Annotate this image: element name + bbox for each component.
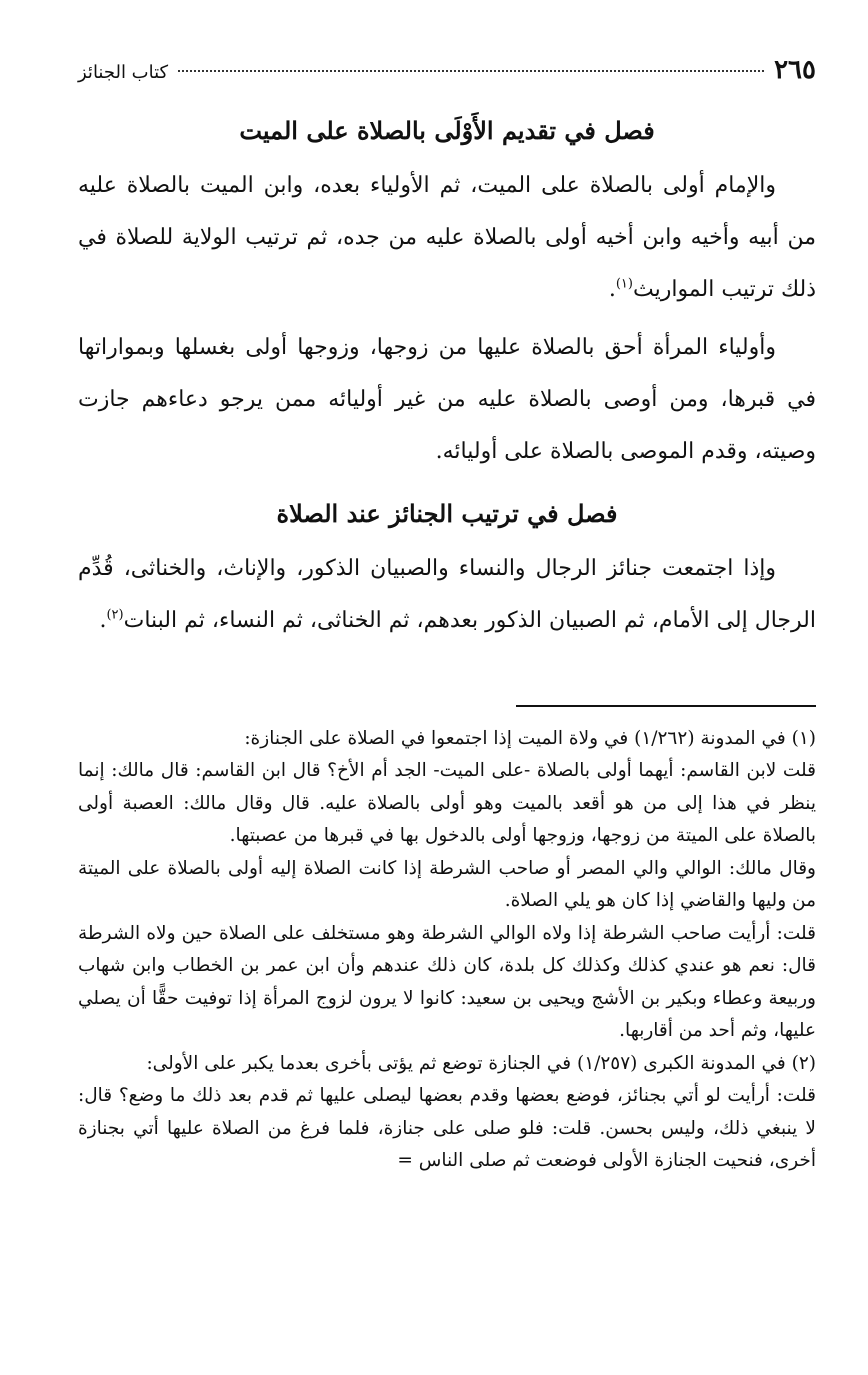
paragraph-end: . bbox=[99, 607, 107, 633]
book-title: كتاب الجنائز bbox=[78, 62, 169, 83]
footnote-marker[interactable]: (٢) bbox=[106, 607, 124, 623]
footnote-1-heading: (١) في المدونة (١/٢٦٢) في ولاة الميت إذا اجتمعوا في الصلاة على الجنازة: bbox=[244, 727, 816, 749]
book-page bbox=[78, 55, 816, 1178]
footnote-2-heading: (٢) في المدونة الكبرى (١/٢٥٧) في الجنازة توضع ثم يؤتى بأخرى بعدما يكبر على الأولى: bbox=[146, 1052, 816, 1074]
body-paragraph bbox=[78, 543, 816, 647]
footnote-separator bbox=[516, 705, 816, 707]
section-title-precedence: فصل في تقديم الأَوْلَى بالصلاة على الميت bbox=[239, 116, 655, 145]
dotted-leader bbox=[178, 70, 764, 72]
running-header bbox=[78, 55, 816, 95]
footnote-marker[interactable]: (١) bbox=[615, 276, 633, 292]
footnotes bbox=[78, 723, 816, 1178]
section-title-ordering: فصل في ترتيب الجنائز عند الصلاة bbox=[276, 498, 618, 528]
body-paragraph: وأولياء المرأة أحق بالصلاة عليها من زوجها، وزوجها أولى بغسلها وبمواراتها في قبرها، ومن أوصى بالصلاة عليه من غير أوليائه ممن يرجو دعاءهم جازت وصيته، وقدم الموصى بالصلاة على أوليائه. bbox=[78, 334, 816, 464]
paragraph-text: والإمام أولى بالصلاة على الميت، ثم الأولياء بعده، وابن الميت بالصلاة عليه من أبيه وأخيه وابن أخيه أولى بالصلاة عليه من جده، ثم ترتيب الولاية للصلاة في ذلك ترتيب المواريث bbox=[78, 172, 816, 302]
body-paragraph bbox=[78, 160, 816, 316]
footnote-1-text: قلت: أرأيت صاحب الشرطة إذا ولاه الوالي الشرطة وهو مستخلف على الصلاة حين ولاه الشرطة قال: نعم هو عندي كذلك وكذلك كل بلدة، كان ذلك عندهم وأن ابن عمر بن الخطاب وابن شهاب وربيعة وعطاء وبكير بن الأشج ويحيى بن سعيد: كانوا لا يرون لزوج المرأة إذا توفيت حقًّا أن يصلي عليها، وثم أحد من أقاربها. bbox=[78, 922, 816, 1042]
paragraph-end: . bbox=[608, 276, 616, 302]
paragraph-text: وإذا اجتمعت جنائز الرجال والنساء والصبيان الذكور، والإناث، والخناثى، قُدِّم الرجال إلى الأمام، ثم الصبيان الذكور بعدهم، ثم الخناثى، ثم النساء، ثم البنات bbox=[78, 555, 816, 633]
footnote-2-text: قلت: أرأيت لو أتي بجنائز، فوضع بعضها وقدم بعضها ليصلى عليها ثم قدم بعد ذلك ما وضع؟ قال: لا ينبغي ذلك، وليس بحسن. قلت: فلو صلى على جنازة، فلما فرغ من الصلاة عليها أتي بجنازة أخرى، فنحيت الجنازة الأولى فوضعت ثم صلى الناس = bbox=[78, 1085, 816, 1172]
footnote-1-text: قلت لابن القاسم: أيهما أولى بالصلاة -على الميت- الجد أم الأخ؟ قال ابن القاسم: قال مالك: إنما ينظر في هذا إلى من هو أقعد بالميت وهو أولى بالصلاة عليه. قال وقال مالك: العصبة أولى بالصلاة على الميتة من زوجها، وزوجها أولى بالدخول بها في قبرها من عصبتها. bbox=[78, 760, 816, 847]
footnote-1-text: وقال مالك: الوالي والي المصر أو صاحب الشرطة إذا كانت الصلاة إليه أولى بالصلاة على الميتة من وليها والقاضي إذا كان هو يلي الصلاة. bbox=[78, 857, 816, 912]
page-number: ٢٦٥ bbox=[774, 55, 816, 85]
